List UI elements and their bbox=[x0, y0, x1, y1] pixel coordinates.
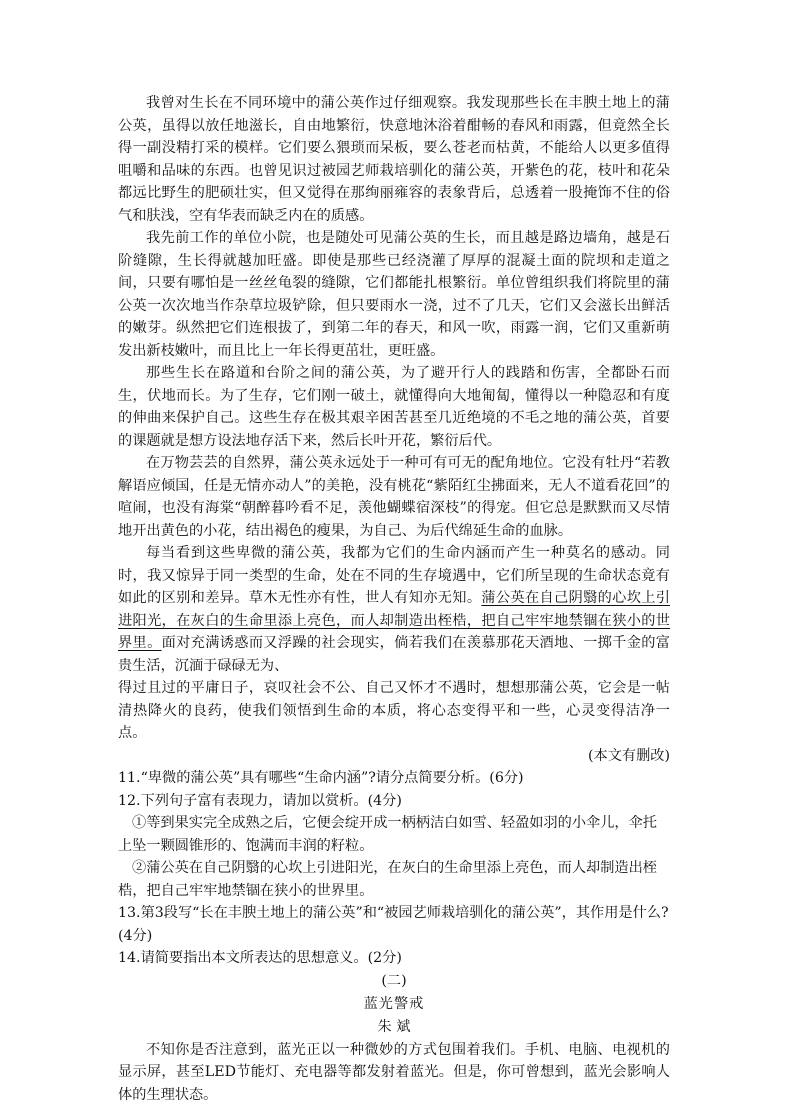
paragraph-5-text-b: 面对充满诱惑而又浮躁的社会现实，倘若我们在羡慕那花天酒地、一掷千金的富贵生活，沉湎于碌碌无为、 bbox=[118, 635, 670, 674]
paragraph-2: 我先前工作的单位小院，也是随处可见蒲公英的生长，而且越是路边墙角，越是石阶缝隙，生长得就越加旺盛。即使是那些已经浇灌了厚厚的混凝土面的院坝和走道之间，只要有哪怕是一丝丝龟裂的缝隙，它们都能扎根繁衍。单位曾组织我们将院里的蒲公英一次次地当作杂草垃圾铲除，但只要雨水一浇，过不了几天，它们又会滋长出鲜活的嫩芽。纵然把它们连根拔了，到第二年的春天，和风一吹，雨露一润，它们又重新萌发出新枝嫩叶，而且比上一年长得更茁壮，更旺盛。 bbox=[118, 230, 670, 359]
paragraph-4: 在万物芸芸的自然界，蒲公英永远处于一种可有可无的配角地位。它没有牡丹“若教解语应倾国，任是无情亦动人”的美艳，没有桃花“紫陌红尘拂面来，无人不道看花回”的喧闹，也没有海棠“朝醉暮吟看不足，羡他蝴蝶宿深枝”的得宠。但它总是默默而又尽情地开出黄色的小花，结出褐色的瘦果，为自己、为后代绵延生命的血脉。 bbox=[118, 455, 670, 539]
underlined-sentence: 蒲公英在自己阴翳的心坎上引进阳光，在灰白的生命里添上亮色，而人却制造出桎梏，把自己牢牢地禁锢在狭小的世界里。 bbox=[118, 590, 670, 651]
section-number: (二) bbox=[381, 972, 407, 989]
paragraph-5 bbox=[118, 542, 670, 677]
question-14: 14.请简要指出本文所表达的思想意义。(2分) bbox=[118, 950, 402, 966]
paragraph-5-continuation: 得过且过的平庸日子，哀叹社会不公、自己又怀才不遇时，想想那蒲公英，它会是一帖清热降火的良药，使我们领悟到生命的本质，将心态变得平和一些，心灵变得洁净一点。 bbox=[118, 680, 670, 741]
paragraph-5-text-a: 每当看到这些卑微的蒲公英，我都为它们的生命内涵而产生一种莫名的感动。同时，我又惊异于同一类型的生命，处在不同的生存境遇中，它们所呈现的生命状态竟有如此的区别和差异。草木无性亦有性，世人有知亦无知。 bbox=[118, 545, 670, 606]
next-paragraph-1: 不知你是否注意到，蓝光正以一种微妙的方式包围着我们。手机、电脑、电视机的显示屏，甚至LED节能灯、充电器等都发射着蓝光。但是，你可曾想到，蓝光会影响人体的生理状态。 bbox=[118, 1041, 670, 1103]
article-author: 朱 斌 bbox=[377, 1018, 411, 1035]
paragraph-1: 我曾对生长在不同环境中的蒲公英作过仔细观察。我发现那些长在丰腴土地上的蒲公英，虽得以放任地滋长，自由地繁衍，快意地沐浴着酣畅的春风和雨露，但竟然全长得一副没精打采的模样。它们要么猥琐而呆板，要么苍老而枯黄，不能给人以更多值得咀嚼和品味的东西。也曾见识过被园艺师栽培驯化的蒲公英，开紫色的花，枝叶和花朵都远比野生的肥硕壮实，但又觉得在那绚丽雍容的表象背后，总透着一股掩饰不住的俗气和肤浅，空有华表而缺乏内在的质感。 bbox=[118, 95, 670, 224]
question-12-item-1: ①等到果实完全成熟之后，它便会绽开成一柄柄洁白如雪、轻盈如羽的小伞儿，伞托上坠一颗圆锥形的、饱满而丰润的籽粒。 bbox=[118, 815, 657, 854]
article-title: 蓝光警戒 bbox=[363, 995, 425, 1012]
source-note: (本文有删改) bbox=[587, 747, 670, 764]
question-11: 11.“卑微的蒲公英”具有哪些“生命内涵”?请分点简要分析。(6分) bbox=[118, 770, 524, 786]
question-12-item-2: ②蒲公英在自己阴翳的心坎上引进阳光，在灰白的生命里添上亮色，而人却制造出桎梏，把自己牢牢地禁锢在狭小的世界里。 bbox=[118, 860, 657, 899]
question-12: 12.下列句子富有表现力，请加以赏析。(4分) bbox=[118, 792, 402, 809]
question-13: 13.第3段写“长在丰腴土地上的蒲公英”和“被园艺师栽培驯化的蒲公英”，其作用是什么?(4分) bbox=[118, 905, 669, 944]
document-page bbox=[118, 92, 670, 1106]
paragraph-3: 那些生长在路道和台阶之间的蒲公英，为了避开行人的践踏和伤害，全都卧石而生，伏地而长。为了生存，它们刚一破土，就懂得向大地匍匐，懂得以一种隐忍和有度的伸曲来保护自己。这些生存在极其艰辛困苦甚至几近绝境的不毛之地的蒲公英，首要的课题就是想方设法地存活下来，然后长叶开花，繁衍后代。 bbox=[118, 365, 670, 449]
